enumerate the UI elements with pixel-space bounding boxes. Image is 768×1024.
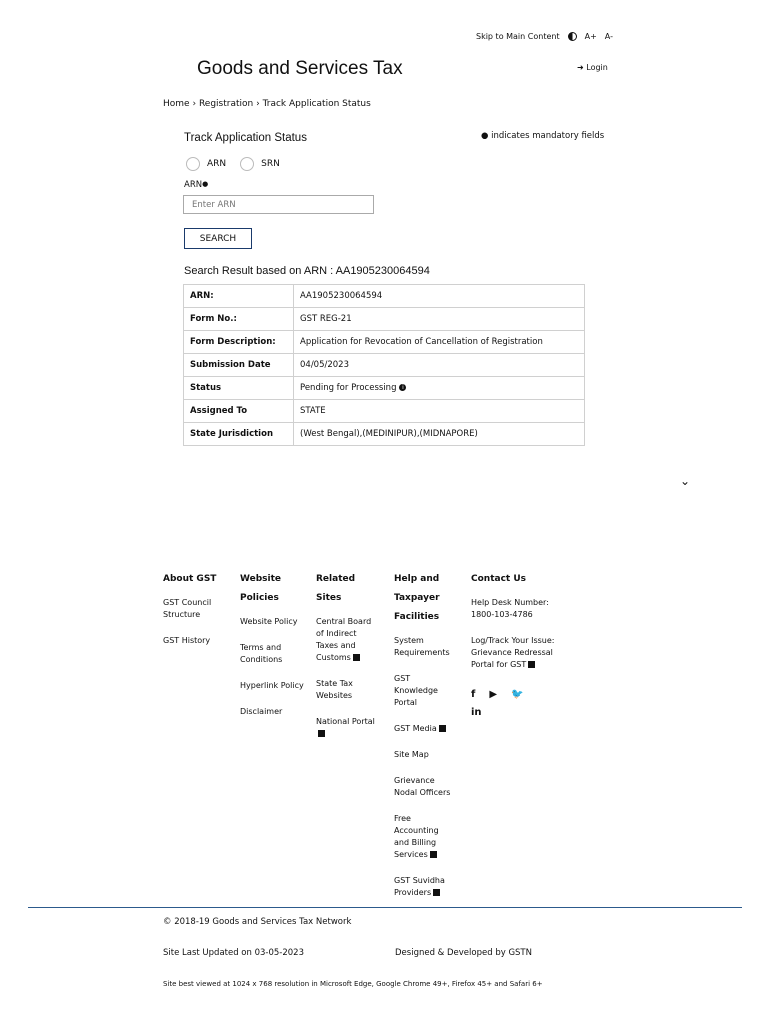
footer-heading: Contact Us bbox=[471, 574, 527, 584]
breadcrumb bbox=[163, 99, 371, 109]
row-value: AA1905230064594 bbox=[294, 285, 585, 308]
row-value: (West Bengal),(MEDINIPUR),(MIDNAPORE) bbox=[294, 423, 585, 446]
arn-radio-label: ARN bbox=[207, 159, 227, 169]
breadcrumb-current: Track Application Status bbox=[262, 99, 371, 109]
chevron-right-icon: › bbox=[192, 99, 197, 109]
footer-help bbox=[394, 570, 456, 899]
footer-link-text: Log/Track Your Issue: Grievance Redressal Portal for GST bbox=[471, 636, 555, 669]
chevron-right-icon: › bbox=[256, 99, 260, 109]
table-row bbox=[184, 331, 585, 354]
facebook-icon[interactable]: f bbox=[471, 689, 476, 700]
footer-link[interactable] bbox=[394, 813, 456, 861]
external-link-icon bbox=[433, 889, 440, 896]
footer-heading: Related Sites bbox=[316, 574, 356, 603]
social-links-row2 bbox=[471, 707, 561, 719]
row-key: Form No.: bbox=[184, 308, 294, 331]
search-button[interactable]: SEARCH bbox=[184, 228, 252, 249]
footer-link[interactable]: GST Council Structure bbox=[163, 598, 212, 619]
login-icon: ➜ bbox=[577, 63, 584, 72]
footer-link[interactable] bbox=[316, 616, 380, 664]
footer-link[interactable] bbox=[394, 723, 456, 735]
chevron-down-icon[interactable]: ⌄ bbox=[680, 474, 691, 488]
login-label: Login bbox=[586, 63, 608, 72]
external-link-icon bbox=[318, 730, 325, 737]
row-value: GST REG-21 bbox=[294, 308, 585, 331]
external-link-icon bbox=[353, 654, 360, 661]
row-key: State Jurisdiction bbox=[184, 423, 294, 446]
row-key: Submission Date bbox=[184, 354, 294, 377]
table-row bbox=[184, 400, 585, 423]
external-link-icon bbox=[430, 851, 437, 858]
row-key: Form Description: bbox=[184, 331, 294, 354]
footer-link[interactable] bbox=[394, 875, 456, 899]
login-link[interactable] bbox=[577, 63, 608, 72]
social-links bbox=[471, 689, 561, 701]
top-bar bbox=[476, 32, 613, 41]
designed-by: Designed & Developed by GSTN bbox=[395, 948, 532, 958]
page-title: Track Application Status bbox=[184, 132, 307, 144]
contrast-icon[interactable] bbox=[568, 32, 577, 41]
row-value: Application for Revocation of Cancellation of Registration bbox=[294, 331, 585, 354]
footer-divider bbox=[28, 907, 742, 908]
breadcrumb-registration[interactable]: Registration bbox=[198, 99, 254, 109]
footer-link[interactable]: Site Map bbox=[394, 750, 429, 759]
breadcrumb-home[interactable]: Home bbox=[163, 99, 190, 109]
table-row bbox=[184, 423, 585, 446]
footer-link[interactable]: GST History bbox=[163, 636, 211, 645]
linkedin-icon[interactable]: in bbox=[471, 707, 482, 718]
external-link-icon bbox=[528, 661, 535, 668]
skip-to-main-content-link[interactable]: Skip to Main Content bbox=[476, 32, 560, 41]
srn-radio[interactable] bbox=[240, 157, 254, 171]
table-row bbox=[184, 308, 585, 331]
font-increase-button[interactable]: A+ bbox=[584, 32, 597, 41]
site-title[interactable]: Goods and Services Tax bbox=[197, 58, 403, 79]
footer-link[interactable]: Hyperlink Policy bbox=[240, 681, 304, 690]
footer-contact bbox=[471, 570, 561, 719]
footer-link-text: Free Accounting and Billing Services bbox=[394, 814, 439, 859]
result-heading: Search Result based on ARN : AA1905230064594 bbox=[184, 265, 430, 277]
footer-link[interactable]: Website Policy bbox=[240, 617, 298, 626]
row-key: Assigned To bbox=[184, 400, 294, 423]
mandatory-dot-icon: ● bbox=[481, 131, 489, 141]
footer-link[interactable] bbox=[316, 716, 380, 740]
row-value: 04/05/2023 bbox=[294, 354, 585, 377]
footer-related bbox=[316, 570, 380, 740]
footer-link-text: GST Media bbox=[394, 724, 437, 733]
footer-heading: Website Policies bbox=[240, 574, 282, 603]
footer-link-text: GST Suvidha Providers bbox=[394, 876, 445, 897]
arn-field-label bbox=[184, 180, 208, 190]
table-row bbox=[184, 285, 585, 308]
footer-about bbox=[163, 570, 227, 647]
footer-link[interactable]: Grievance Nodal Officers bbox=[394, 776, 451, 797]
footer-heading: About GST bbox=[163, 574, 217, 584]
result-table bbox=[183, 284, 585, 446]
table-row bbox=[184, 377, 585, 400]
footer-link[interactable]: Terms and Conditions bbox=[240, 643, 283, 664]
helpdesk-number[interactable]: 1800-103-4786 bbox=[471, 610, 533, 619]
table-row bbox=[184, 354, 585, 377]
search-type-radio-group bbox=[186, 157, 280, 171]
info-icon[interactable]: i bbox=[399, 384, 406, 391]
footer-link[interactable]: Disclaimer bbox=[240, 707, 283, 716]
srn-radio-label: SRN bbox=[261, 159, 280, 169]
arn-label-text: ARN bbox=[184, 180, 203, 190]
footer-link-text: National Portal bbox=[316, 717, 375, 726]
copyright: © 2018-19 Goods and Services Tax Network bbox=[163, 917, 352, 927]
footer-policies bbox=[240, 570, 304, 718]
footer-heading: Help and Taxpayer Facilities bbox=[394, 574, 440, 622]
status-text: Pending for Processing bbox=[300, 383, 397, 393]
best-viewed-note: Site best viewed at 1024 x 768 resolution in Microsoft Edge, Google Chrome 49+, Firefox 45+ and Safari 6+ bbox=[163, 980, 543, 988]
row-value bbox=[294, 377, 585, 400]
helpdesk-label: Help Desk Number: bbox=[471, 598, 549, 607]
youtube-icon[interactable]: ▶ bbox=[489, 689, 498, 700]
row-key: ARN: bbox=[184, 285, 294, 308]
footer-link-text: Central Board of Indirect Taxes and Customs bbox=[316, 617, 372, 662]
twitter-icon[interactable]: 🐦 bbox=[511, 689, 524, 700]
external-link-icon bbox=[439, 725, 446, 732]
mandatory-note bbox=[481, 131, 604, 141]
footer-link[interactable]: State Tax Websites bbox=[316, 679, 353, 700]
last-updated: Site Last Updated on 03-05-2023 bbox=[163, 948, 304, 958]
footer-link[interactable] bbox=[471, 635, 561, 671]
arn-input[interactable] bbox=[183, 195, 374, 214]
footer-link[interactable]: System Requirements bbox=[394, 636, 450, 657]
font-decrease-button[interactable]: A- bbox=[604, 32, 613, 41]
row-key: Status bbox=[184, 377, 294, 400]
row-value: STATE bbox=[294, 400, 585, 423]
mandatory-note-text: indicates mandatory fields bbox=[491, 131, 605, 141]
arn-radio[interactable] bbox=[186, 157, 200, 171]
footer-link[interactable]: GST Knowledge Portal bbox=[394, 674, 438, 707]
required-marker: ● bbox=[202, 180, 209, 188]
